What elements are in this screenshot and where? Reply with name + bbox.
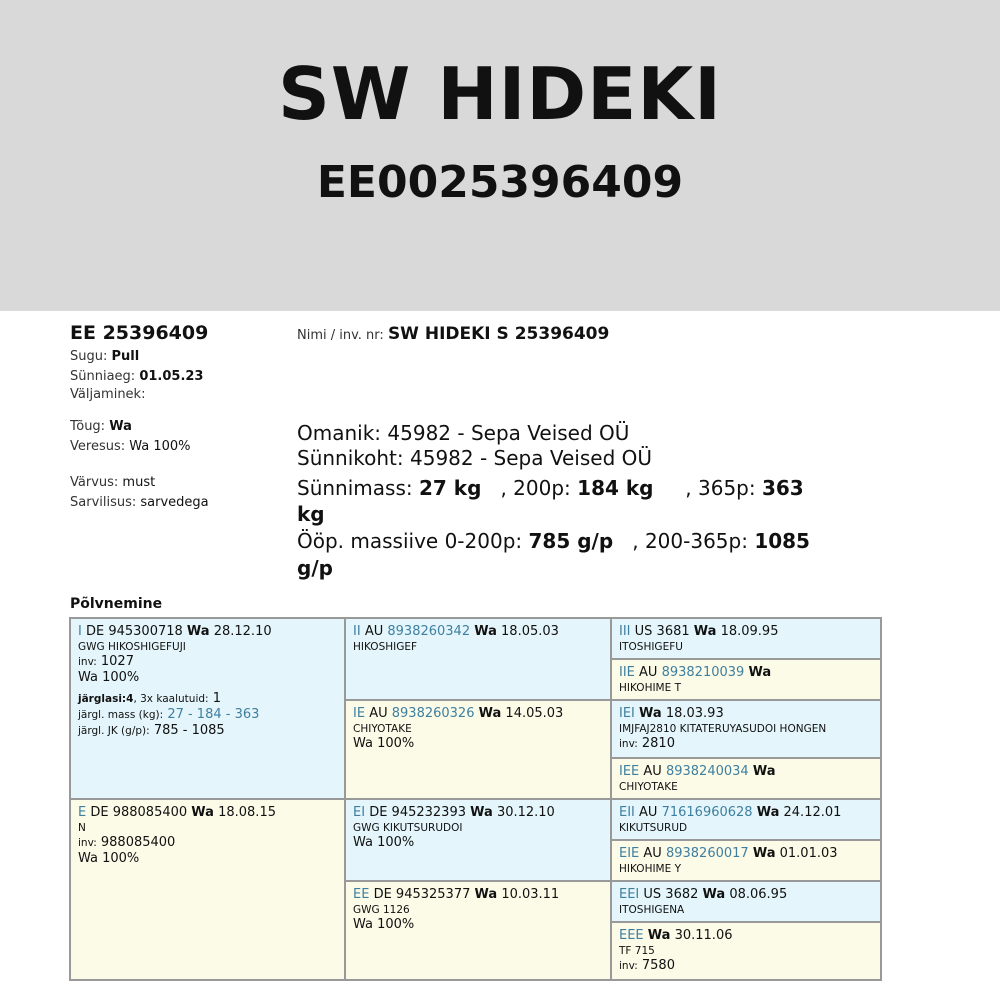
pedigree-dam: E DE 988085400 Wa 18.08.15 N inv: 988085400 Wa 100% [70, 799, 345, 980]
owner-value: 45982 - Sepa Veised OÜ [387, 421, 630, 445]
sex-value: Pull [111, 349, 140, 364]
gain-unit: g/p [297, 556, 333, 580]
pedigree-EII: EII AU 71616960628 Wa 24.12.01 KIKUTSURUD [611, 799, 881, 840]
animal-name-row: Nimi / inv. nr: SW HIDEKI S 25396409 [297, 324, 610, 344]
birthplace-value: 45982 - Sepa Veised OÜ [410, 446, 653, 470]
owner-row: Omanik: 45982 - Sepa Veised OÜ [297, 421, 630, 445]
pedigree-sire: I DE 945300718 Wa 28.12.10 GWG HIKOSHIGEFUJI inv: 1027 Wa 100% järglasi:4, 3x kaalutuid: 1 järgl. mass (kg): 27 - 184 - 363 järgl. JK (g/p): 785 - 1085 [70, 618, 345, 799]
blood-value: Wa 100% [129, 439, 191, 454]
pedigree-table [69, 617, 882, 981]
blood-row: Veresus: Wa 100% [70, 439, 191, 454]
birth-value: 01.05.23 [139, 369, 204, 384]
weight-365-value: 363 [761, 476, 804, 500]
birthplace-row: Sünnikoht: 45982 - Sepa Veised OÜ [297, 446, 653, 470]
registration-number: EE 25396409 [70, 322, 209, 344]
gain-200-365-value: 1085 [754, 529, 810, 553]
sex-row: Sugu: Pull [70, 349, 140, 364]
banner-subtitle: EE0025396409 [316, 157, 684, 208]
pedigree-EEE: EEE Wa 30.11.06 TF 715 inv: 7580 [611, 922, 881, 980]
weight-200-value: 184 kg [577, 476, 654, 500]
horns-value: sarvedega [140, 495, 209, 510]
pedigree-III: III US 3681 Wa 18.09.95 ITOSHIGEFU [611, 618, 881, 659]
weights-unit: kg [297, 502, 325, 526]
pedigree-EIE: EIE AU 8938260017 Wa 01.01.03 HIKOHIME Y [611, 840, 881, 881]
pedigree-dam-sire: EI DE 945232393 Wa 30.12.10 GWG KIKUTSURUDOI Wa 100% [345, 799, 611, 881]
breed-row: Tõug: Wa [70, 419, 132, 434]
animal-name: SW HIDEKI S 25396409 [387, 324, 610, 344]
pedigree-IIE: IIE AU 8938210039 Wa HIKOHIME T [611, 659, 881, 700]
pedigree-sire-dam: IE AU 8938260326 Wa 14.05.03 CHIYOTAKE Wa 100% [345, 700, 611, 799]
gain-0-200-value: 785 g/p [528, 529, 614, 553]
birth-row: Sünniaeg: 01.05.23 [70, 369, 204, 384]
title-banner [0, 0, 1000, 311]
exit-row: Väljaminek: [70, 387, 146, 402]
banner-title: SW HIDEKI [278, 52, 722, 136]
horns-row: Sarvilisus: sarvedega [70, 495, 209, 510]
pedigree-IEI: IEI Wa 18.03.93 IMJFAJ2810 KITATERUYASUDOI HONGEN inv: 2810 [611, 700, 881, 758]
gain-row: Ööp. massiive 0-200p: 785 g/p , 200-365p: 1085 [297, 529, 810, 553]
breed-value: Wa [109, 419, 132, 434]
pedigree-EEI: EEI US 3682 Wa 08.06.95 ITOSHIGENA [611, 881, 881, 922]
weights-row: Sünnimass: 27 kg , 200p: 184 kg , 365p: 363 [297, 476, 804, 500]
color-row: Värvus: must [70, 475, 156, 490]
pedigree-sire-sire: II AU 8938260342 Wa 18.05.03 HIKOSHIGEF [345, 618, 611, 700]
color-value: must [122, 475, 156, 490]
pedigree-title: Põlvnemine [70, 596, 163, 612]
pedigree-dam-dam: EE DE 945325377 Wa 10.03.11 GWG 1126 Wa 100% [345, 881, 611, 980]
pedigree-IEE: IEE AU 8938240034 Wa CHIYOTAKE [611, 758, 881, 799]
birth-mass-value: 27 kg [418, 476, 482, 500]
